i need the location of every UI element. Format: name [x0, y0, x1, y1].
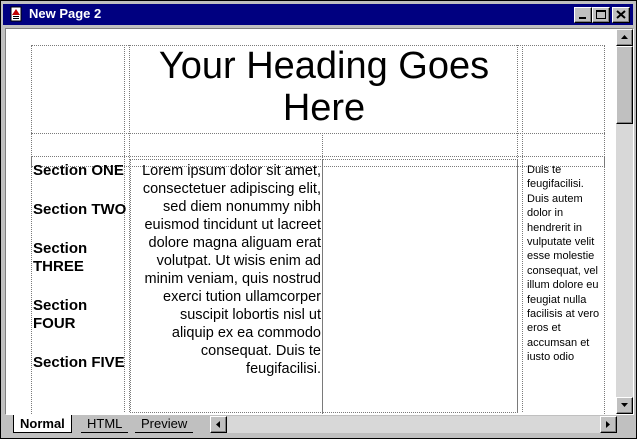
nav-section-one[interactable]: Section ONE: [33, 162, 124, 179]
nav-section-four[interactable]: Section FOUR: [33, 297, 88, 332]
close-icon: [616, 10, 626, 20]
tab-normal[interactable]: Normal: [13, 415, 72, 433]
nav-section-two[interactable]: Section TWO: [33, 201, 127, 218]
horizontal-scroll-track[interactable]: [227, 416, 600, 433]
nav-section-five[interactable]: Section FIVE: [33, 354, 125, 371]
minimize-icon: [578, 10, 588, 20]
title-bar[interactable]: [3, 4, 633, 25]
window-title: New Page 2: [29, 6, 102, 21]
section-nav: [33, 162, 133, 393]
scroll-up-button[interactable]: [616, 29, 633, 46]
arrow-down-icon: [621, 403, 629, 408]
view-tabs-bar: [5, 415, 634, 435]
body-text[interactable]: Lorem ipsum dolor sit amet, consectetuer adipiscing elit, sed diem nonummy nibh euismod tincidunt ut lacreet dolore magna aliguam erat volutpat. Ut wisis enim ad minim veniam, quis nostrud exerci tution ullamcorper suscipit lobortis nisl ut aliquip ex ea commodo consequat. Duis te feugifacilisi.: [142, 163, 321, 377]
minimize-button[interactable]: [574, 7, 592, 23]
arrow-right-icon: [606, 421, 611, 429]
scroll-right-button[interactable]: [600, 416, 617, 433]
empty-cell: [322, 159, 518, 413]
scroll-down-button[interactable]: [616, 397, 633, 414]
page-heading[interactable]: Your Heading Goes Here: [158, 45, 490, 129]
column-divider: [604, 157, 605, 414]
tab-html[interactable]: HTML: [81, 415, 128, 433]
scroll-left-button[interactable]: [210, 416, 227, 433]
arrow-up-icon: [621, 35, 629, 40]
document-canvas[interactable]: [6, 29, 615, 414]
nav-section-three[interactable]: Section THREE: [33, 240, 88, 275]
maximize-button[interactable]: [592, 7, 610, 23]
page-icon: [8, 6, 24, 22]
maximize-icon: [596, 10, 606, 20]
arrow-left-icon: [216, 421, 221, 429]
editor-area: [5, 28, 634, 415]
column-divider: [31, 157, 32, 414]
sidebar-text[interactable]: Duis te feugifacilisi. Duis autem dolor in hendrerit in vulputate velit esse molestie consequat, vel illum dolore eu feugiat nulla facilisis at vero eros et accumsan et iusto odio: [527, 164, 600, 364]
close-button[interactable]: [612, 7, 630, 23]
vertical-scrollbar[interactable]: [616, 29, 633, 414]
scroll-thumb[interactable]: [616, 46, 633, 124]
tab-preview[interactable]: Preview: [135, 415, 193, 433]
